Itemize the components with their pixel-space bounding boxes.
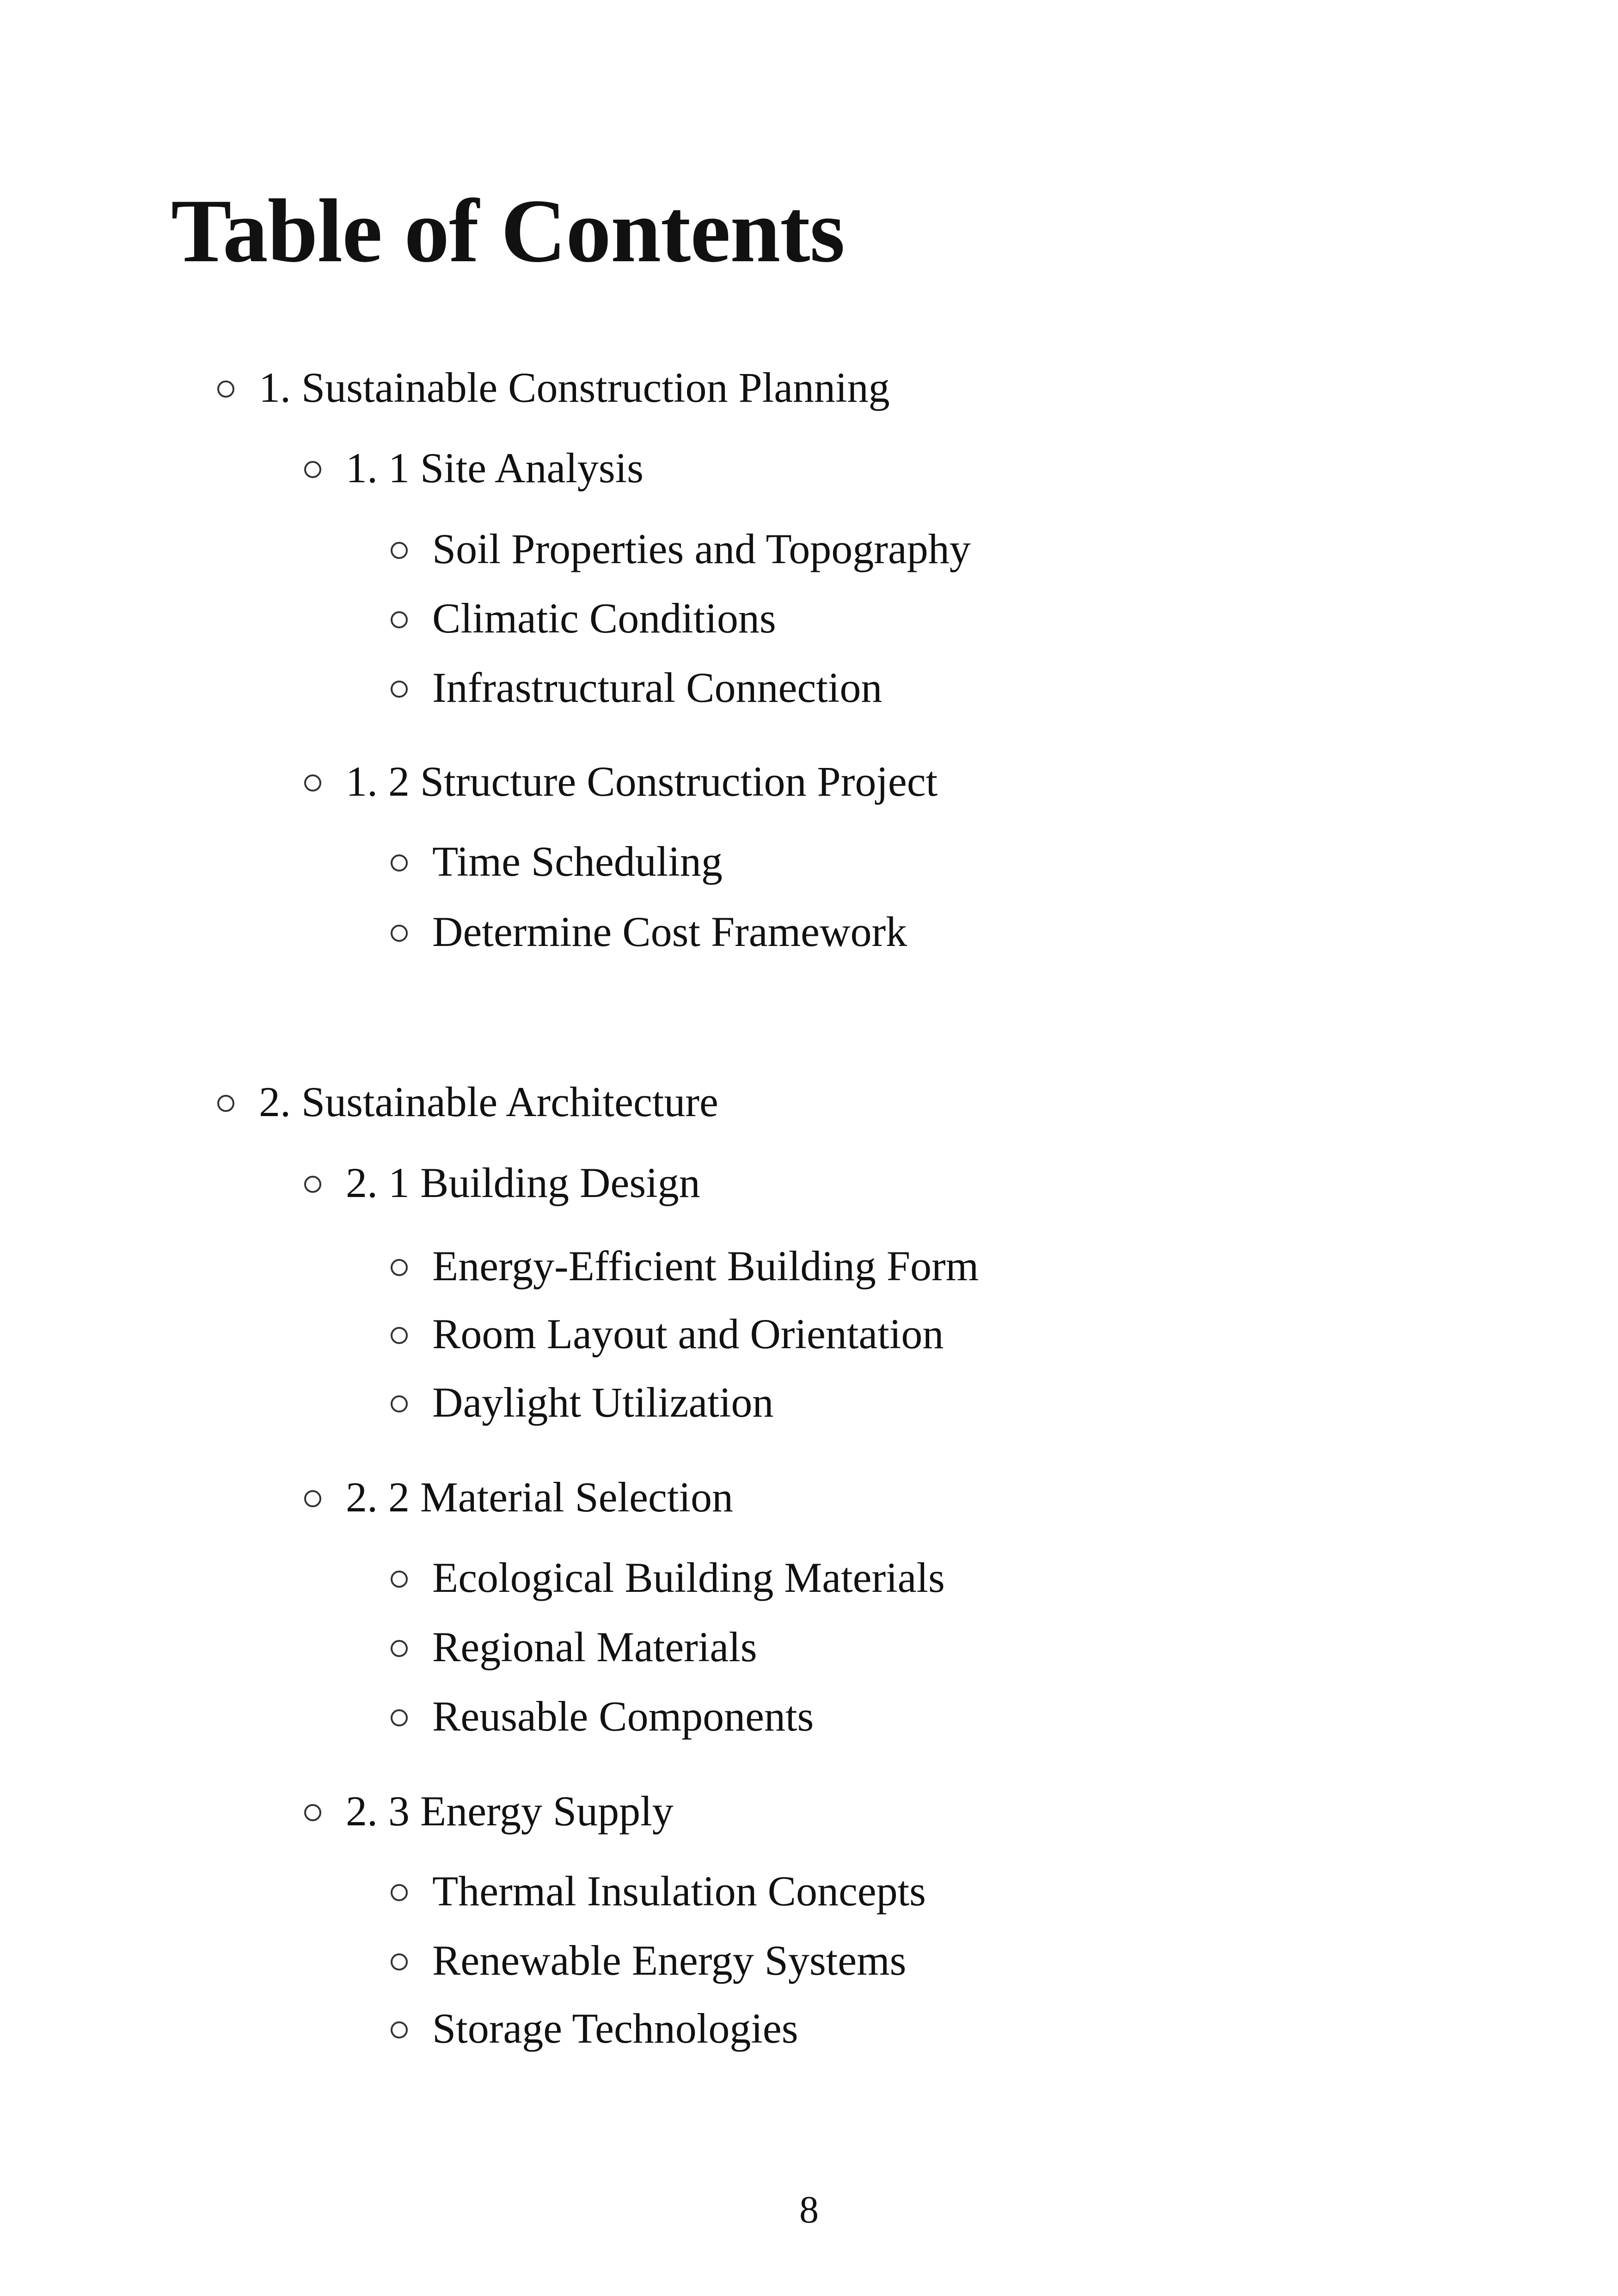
toc-item-climatic-conditions[interactable] xyxy=(391,593,776,644)
toc-item-label: Climatic Conditions xyxy=(432,595,776,642)
hollow-circle-icon xyxy=(391,1571,408,1588)
toc-item-label: Daylight Utilization xyxy=(432,1379,774,1426)
toc-item-storage-technologies[interactable] xyxy=(391,2003,798,2054)
toc-item-time-scheduling[interactable] xyxy=(391,836,723,887)
toc-item-label: Determine Cost Framework xyxy=(432,908,907,955)
toc-item-chapter-1[interactable] xyxy=(217,362,890,413)
hollow-circle-icon xyxy=(391,1395,408,1412)
toc-item-regional-materials[interactable] xyxy=(391,1621,757,1672)
toc-item-label: Reusable Components xyxy=(432,1693,814,1740)
toc-item-label: Regional Materials xyxy=(432,1623,757,1670)
hollow-circle-icon xyxy=(391,681,408,698)
toc-item-thermal-insulation[interactable] xyxy=(391,1866,926,1916)
toc-item-label: 2. 3 Energy Supply xyxy=(346,1787,674,1835)
toc-item-label: Soil Properties and Topography xyxy=(432,525,971,572)
toc-item-section-2-1[interactable] xyxy=(304,1157,700,1208)
toc-item-soil-properties[interactable] xyxy=(391,523,971,574)
toc-item-label: 1. 2 Structure Construction Project xyxy=(346,758,938,805)
page-title: Table of Contents xyxy=(171,181,845,281)
toc-item-room-layout[interactable] xyxy=(391,1308,944,1359)
hollow-circle-icon xyxy=(391,2021,408,2038)
hollow-circle-icon xyxy=(217,1095,234,1112)
toc-item-label: Renewable Energy Systems xyxy=(432,1937,907,1984)
toc-item-label: Thermal Insulation Concepts xyxy=(432,1867,926,1915)
hollow-circle-icon xyxy=(391,1327,408,1344)
toc-item-label: 1. Sustainable Construction Planning xyxy=(259,364,890,411)
hollow-circle-icon xyxy=(391,925,408,942)
toc-item-section-1-1[interactable] xyxy=(304,442,644,493)
hollow-circle-icon xyxy=(304,461,321,478)
toc-item-building-form[interactable] xyxy=(391,1240,979,1291)
hollow-circle-icon xyxy=(304,1490,321,1507)
toc-item-chapter-2[interactable] xyxy=(217,1076,718,1127)
hollow-circle-icon xyxy=(217,381,234,398)
hollow-circle-icon xyxy=(304,1804,321,1821)
hollow-circle-icon xyxy=(391,1259,408,1276)
toc-item-label: 2. Sustainable Architecture xyxy=(259,1078,718,1125)
toc-item-ecological-materials[interactable] xyxy=(391,1552,945,1603)
toc-item-label: Ecological Building Materials xyxy=(432,1554,945,1601)
hollow-circle-icon xyxy=(304,1176,321,1193)
toc-item-section-2-2[interactable] xyxy=(304,1472,733,1522)
toc-item-cost-framework[interactable] xyxy=(391,906,907,957)
toc-item-label: Room Layout and Orientation xyxy=(432,1310,944,1357)
toc-item-label: 2. 2 Material Selection xyxy=(346,1473,733,1521)
hollow-circle-icon xyxy=(391,1640,408,1657)
hollow-circle-icon xyxy=(391,611,408,628)
hollow-circle-icon xyxy=(391,1884,408,1901)
toc-item-label: 1. 1 Site Analysis xyxy=(346,444,644,491)
toc-item-renewable-energy[interactable] xyxy=(391,1935,907,1986)
hollow-circle-icon xyxy=(391,1953,408,1971)
toc-item-daylight-utilization[interactable] xyxy=(391,1377,774,1428)
hollow-circle-icon xyxy=(391,542,408,559)
toc-item-label: 2. 1 Building Design xyxy=(346,1159,700,1206)
toc-item-section-2-3[interactable] xyxy=(304,1786,674,1836)
toc-item-label: Infrastructural Connection xyxy=(432,664,883,711)
toc-item-reusable-components[interactable] xyxy=(391,1691,814,1742)
hollow-circle-icon xyxy=(304,774,321,792)
page-number: 8 xyxy=(799,2188,819,2231)
toc-item-label: Time Scheduling xyxy=(432,838,723,885)
toc-item-label: Energy-Efficient Building Form xyxy=(432,1242,979,1289)
hollow-circle-icon xyxy=(391,1709,408,1726)
toc-item-section-1-2[interactable] xyxy=(304,756,938,807)
toc-item-infrastructural-connection[interactable] xyxy=(391,662,883,713)
hollow-circle-icon xyxy=(391,854,408,872)
toc-item-label: Storage Technologies xyxy=(432,2005,798,2052)
